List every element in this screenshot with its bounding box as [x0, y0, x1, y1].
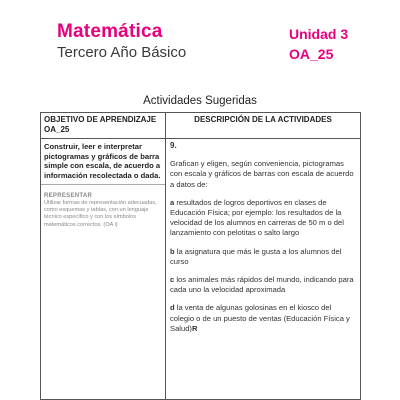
item-text: la venta de algunas golosinas en el kiosco del colegio o de un puesto de ventas (Educación Física y Salud) [170, 303, 350, 333]
activity-item-b [170, 247, 354, 267]
activities-table [40, 112, 361, 400]
divider [41, 184, 165, 185]
item-letter: a [170, 197, 175, 207]
subject-title: Matemática [57, 21, 163, 42]
item-text: los animales más rápidos del mundo, indicando para cada uno la velocidad aproximada [170, 275, 354, 295]
representar-title: REPRESENTAR [44, 193, 93, 199]
activity-intro: Grafican y eligen, según conveniencia, pictogramas con escala y gráficos de barras con escala de acuerdo a datos de: [170, 159, 354, 189]
item-letter: c [170, 275, 175, 285]
objective-cell [41, 139, 166, 400]
description-cell [166, 139, 361, 400]
item-text: la asignatura que más le gusta a los alumnos del curso [170, 246, 342, 266]
activity-item-a [170, 198, 354, 239]
item-letter: b [170, 246, 175, 256]
objective-header: OBJETIVO DE APRENDIZAJE OA_25 [41, 113, 166, 139]
description-header: DESCRIPCIÓN DE LA ACTIVIDADES [166, 113, 361, 139]
objective-text: Construir, leer e interpretar pictogramas y gráficos de barra simple con escala, de acuerdo a información recolectada o dada. [44, 142, 161, 180]
representar-text: Utilizar formas de representación adecuadas, como esquemas y tablas, con un lenguaje técnico específico y con los símbolos matemáticos correctos. (OA i) [44, 200, 157, 228]
unit-label: Unidad 3 [289, 26, 349, 42]
grade-subtitle: Tercero Año Básico [57, 44, 187, 61]
item-letter: d [170, 303, 175, 313]
activity-item-c [170, 275, 354, 295]
activity-item-d [170, 303, 354, 334]
oa-code: OA_25 [289, 46, 334, 62]
item-text: resultados de logros deportivos en clases de Educación Física; por ejemplo: los resultados de la velocidad de los alumnos en carreras de 50 m o del lanzamiento con pelotitas o salto largo [170, 197, 344, 238]
item-suffix: R [191, 323, 198, 333]
table-body-row [41, 139, 361, 400]
section-title: Actividades Sugeridas [143, 95, 257, 107]
table-header-row [41, 113, 361, 139]
activity-number: 9. [170, 141, 177, 150]
